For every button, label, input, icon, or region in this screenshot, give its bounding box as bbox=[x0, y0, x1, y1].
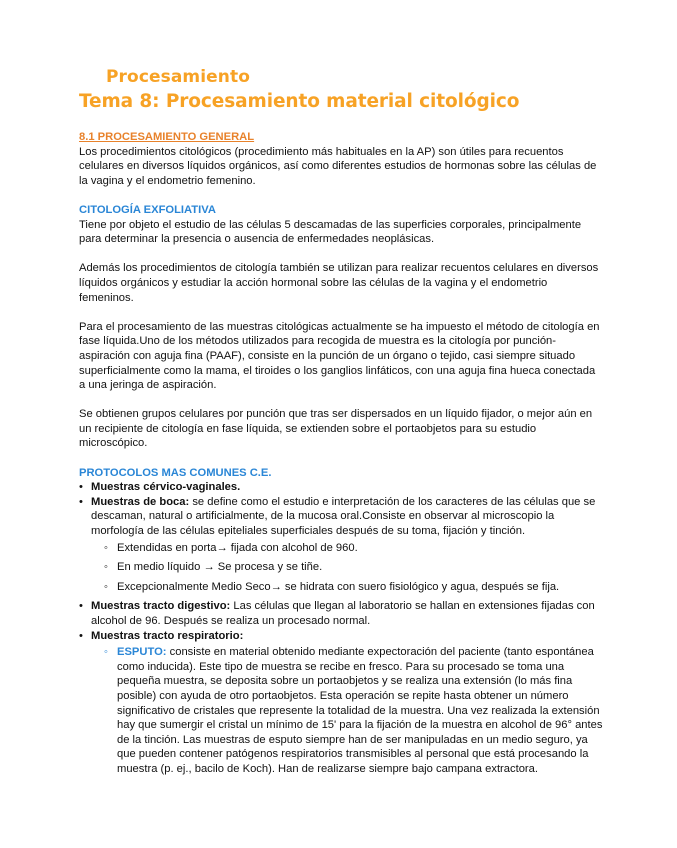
item-text: se define como el estudio e interpretación de los caracteres de las células que se descaman, natural o artificialmente, de la mucosa oral.Consiste en observar al microscopio la morfología de las células epiteliales superficiales después de su toma, fijación y tinción. bbox=[91, 495, 596, 538]
sub-list-item: ◦ Extendidas en porta→ fijada con alcohol de 960. bbox=[91, 541, 603, 556]
paragraph-procesamiento: Para el procesamiento de las muestras citológicas actualmente se ha impuesto el método de citología en fase líquida.Uno de los métodos utilizados para recogida de muestra es la citología por punción-aspiración con aguja fina (PAAF), consiste en la punción de un órgano o tejido, casi siempre situado superficialmente como la mama, el tiroides o los ganglios linfáticos, con una aguja fina hueca conectada a una jeringa de aspiración. bbox=[79, 320, 600, 392]
list-item-cervico-vaginales bbox=[79, 480, 603, 495]
sub-list-item: ◦ En medio líquido → Se procesa y se tiñe. bbox=[91, 560, 603, 575]
item-label: Muestras tracto digestivo: bbox=[91, 600, 231, 613]
item-label: Muestras tracto respiratorio: bbox=[91, 629, 244, 642]
protocol-list bbox=[79, 480, 603, 776]
sub-list-item-esputo bbox=[91, 645, 603, 776]
sub-list-respiratorio bbox=[91, 645, 603, 776]
section-heading-protocolos: PROTOCOLOS MAS COMUNES C.E. bbox=[79, 466, 272, 479]
paragraph-ademas: Además los procedimientos de citología también se utilizan para realizar recuentos celulares en diversos líquidos orgánicos y estudiar la acción hormonal sobre las células de la vagina y el endometrio femeninos. bbox=[79, 262, 599, 304]
section-heading-citologia-exfoliativa: CITOLOGÍA EXFOLIATIVA bbox=[79, 203, 216, 216]
esputo-text: consiste en material obtenido mediante expectoración del paciente (tanto espontánea como inducida). Este tipo de muestra se recibe en fresco. Para su procesado se toma una pequeña muestra, se deposita sobre un portaobjetos y se realiza una extensión (lo más fina posible) con ayuda de otro portaobjetos. Esta operación se repite hasta obtener un número significativo de cristales que represente la totalidad de la muestra. Una vez realizada la extensión hay que sumergir el cristal un mínimo de 15' para la fijación de la muestra en alcohol de 96° antes de la tinción. Las muestras de esputo siempre han de ser manipuladas en un medio seguro, ya que pueden contener patógenos respiratorios transmisibles al personal que está procesando la muestra (p. ej., bacilo de Koch). Han de realizarse siempre bajo campana extractora. bbox=[117, 646, 603, 775]
list-item-tracto-respiratorio bbox=[79, 629, 603, 777]
title-block bbox=[79, 66, 519, 113]
paragraph-intro: Los procedimientos citológicos (procedimiento más habituales en la AP) son útiles para recuentos celulares en diversos líquidos orgánicos, así como diferentes estudios de hormonas sobre las células de la vagina y el endometrio femenino. bbox=[79, 145, 597, 187]
sub-list-boca bbox=[91, 541, 603, 595]
document-body bbox=[79, 130, 603, 777]
list-item-boca bbox=[79, 495, 603, 595]
sub-list-item: ◦ Excepcionalmente Medio Seco→ se hidrata con suero fisiológico y agua, después se fija. bbox=[91, 580, 603, 595]
esputo-label: ESPUTO: bbox=[117, 646, 167, 659]
item-label: Muestras cérvico-vaginales. bbox=[91, 481, 241, 494]
item-label: Muestras de boca: bbox=[91, 495, 190, 508]
topic-title: Tema 8: Procesamiento material citológico bbox=[79, 91, 520, 112]
section-heading-procesamiento-general: 8.1 PROCESAMIENTO GENERAL bbox=[79, 131, 255, 143]
item-text: Las células que llegan al laboratorio se hallan en extensiones fijadas con alcohol de 96. Después se realiza un procesado normal. bbox=[91, 600, 595, 627]
subject-title: Procesamiento bbox=[106, 67, 250, 87]
paragraph-grupos-celulares: Se obtienen grupos celulares por punción que tras ser dispersados en un líquido fijador, o mejor aún en un recipiente de citología en fase líquida, se extienden sobre el portaobjetos para su estudio microscópico. bbox=[79, 408, 593, 450]
list-item-tracto-digestivo bbox=[79, 599, 603, 628]
paragraph-objeto: Tiene por objeto el estudio de las células 5 descamadas de las superficies corporales, principalmente para determinar la presencia o ausencia de enfermedades neoplásicas. bbox=[79, 218, 582, 246]
